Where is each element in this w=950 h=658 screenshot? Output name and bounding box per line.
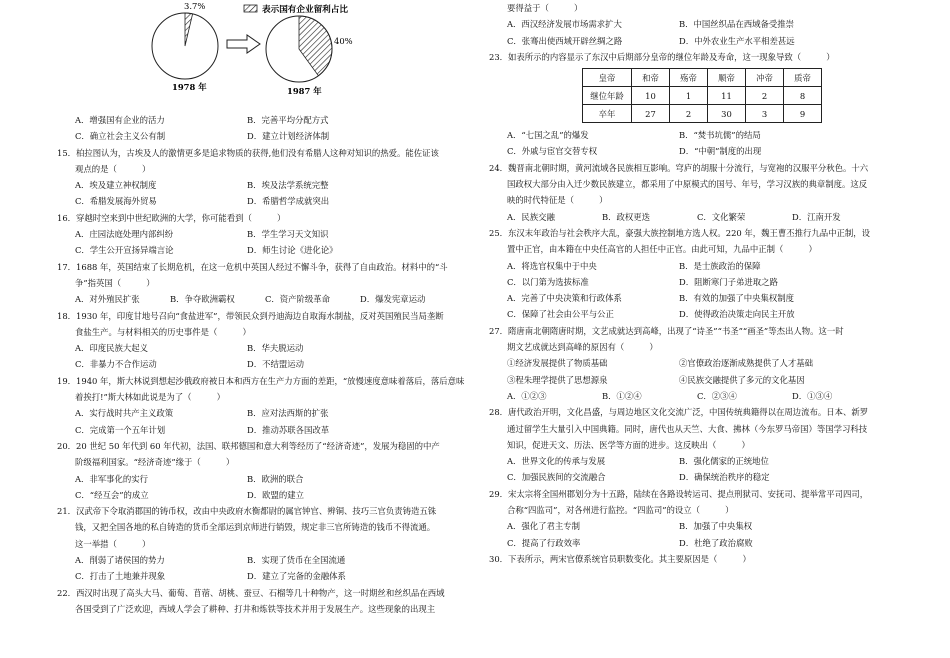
option-a: C．保障了社会由公平与公正 [507,309,614,320]
option-a: A．完善了中央决策和行政体系 [507,293,622,304]
option-a: A．西汉经济发展市场需求扩大 [507,19,622,30]
table-row [583,87,822,105]
table-cell: 2 [670,105,708,123]
option-b: D．欧盟的建立 [247,489,304,500]
question-line: 22．西汉时出现了高头大马、葡萄、苜蓿、胡桃、蚕豆、石榴等几十种物产，这一时期丝和丝织品在西域 [57,587,445,598]
option-row [489,290,914,306]
option-b: B．完善平均分配方式 [247,115,329,125]
question-line-continued: 钱，又把全国各地的私自铸造的货币全部运到京师进行销毁，规定非三官所铸造的钱币不得流通。 [75,522,436,533]
option-row [489,535,914,551]
pie-chart-svg [57,0,477,112]
option-row [489,372,914,388]
option-b: B．是士族政治的保障 [679,260,761,271]
question-line-continued: 合称“四监司”，对各州进行监控。“四监司”的设立（ ） [507,505,734,516]
question-line-continued: 食盐生产。与材料相关的历史事件是（ ） [75,326,251,337]
pie-label-1978-year: 1978 年 [172,82,207,92]
question-line: 21．汉武帝下令取消郡国的铸币权，改由中央政府水衡都尉的属官钟官、辨铜、技巧三官负责铸造五铢 [57,506,437,517]
question-line-continued: 争”指英国（ ） [75,277,155,288]
option-a: A．世界文化的传承与发展 [507,456,606,467]
question-line-continued: 映的时代特征是（ ） [507,195,608,206]
question-line: 28．唐代政治开明，文化昌盛，与周边地区文化交流广泛，中国传统典籍得以在周边流布。日本、新罗 [489,407,869,418]
option-a: C．提高了行政效率 [507,537,581,548]
option-row [489,209,914,225]
option-b: D．不结盟运动 [247,359,304,370]
option-b: B．加强了中央集权 [679,521,753,532]
table-row [583,69,822,87]
question-line: 16．穿越时空来到中世纪欧洲的大学，你可能看到（ ） [57,212,286,223]
option-row [57,128,477,144]
option-row [489,16,914,32]
option-row [489,306,914,322]
option-a: C．非暴力不合作运动 [75,359,157,370]
option-row [489,127,914,143]
option-a: A．民族交融 [507,211,555,222]
option-c: C．②③④ [697,390,737,401]
question-line: 20．20 世纪 50 年代到 60 年代初，法国、联邦德国和意大利等经历了“经济奇迹”，发展为稳固的中产 [57,440,440,451]
option-b: B．中国丝织品在西域备受推崇 [679,19,795,30]
option-a: C．以门第为选拔标准 [507,276,589,287]
right-column [489,0,914,567]
legend-text: 表示国有企业留利占比 [262,5,348,15]
option-a: A．庄园法庭处理内部纠纷 [75,229,174,240]
option-a: A．①②③ [507,390,547,401]
table-cell: 9 [784,105,822,123]
question-line-continued: 阶级福利国家。“经济奇迹”缘于（ ） [75,457,235,468]
option-b: B．“焚书坑儒”的结局 [679,130,761,141]
option-row [489,518,914,534]
option-a: C．“经互会”的成立 [75,489,149,500]
option-b: D．中外农业生产水平相差甚远 [679,35,795,46]
left-question-list [57,112,477,617]
question-line-continued: 着挨打!”斯大林如此说是为了（ ） [75,392,226,403]
table-cell: 冲帝 [746,69,784,87]
option-row [489,274,914,290]
option-b: D．使得政治决策走向民主开放 [679,309,795,320]
option-b: B．应对法西斯的扩张 [247,408,329,419]
option-row [57,405,477,421]
pie-chart-figure [57,0,477,112]
table-cell: 和帝 [632,69,670,87]
option-a: C．加强民族间的交流融合 [507,472,606,483]
option-a: ①经济发展提供了物质基础 [507,358,608,369]
option-row [489,388,914,404]
legend-swatch [244,5,257,12]
pie-label-1987-pct: 40% [334,36,353,46]
option-b: ②官僚政治逐渐成熟提供了人才基础 [679,358,813,369]
question-line-continued: 置中正官，由本籍在中央任高官的人担任中正官。由此可知，九品中正制（ ） [507,244,817,255]
question-line-continued: 通过留学生大量引入中国典籍。同时，唐代也从天竺、大食、拂林（今东罗马帝国）等国学习科技 [507,423,868,434]
option-d: D．江南开发 [792,211,841,222]
option-a: A．“七国之乱”的爆发 [507,130,589,141]
table-cell: 8 [784,87,822,105]
option-b: B．欧洲的联合 [247,473,304,484]
option-a: A．强化了君主专制 [507,521,581,532]
question-line: 23．如表所示的内容显示了东汉中后期部分皇帝的继位年龄及寿命，这一现象导致（ ） [489,51,835,62]
option-row [489,143,914,159]
option-row [57,356,477,372]
question-line-continued: 这一举措（ ） [75,538,151,549]
table-cell: 10 [632,87,670,105]
option-b: B．实现了货币在全国流通 [247,555,346,566]
option-b: D．希腊哲学成就突出 [247,196,330,207]
option-row [489,453,914,469]
option-row [57,112,477,128]
option-b: D．确保统治秩序的稳定 [679,472,770,483]
option-row [57,568,477,584]
option-a: A．对外殖民扩张 [75,294,140,305]
table-cell: 3 [746,105,784,123]
option-a: A．埃及建立神权制度 [75,180,157,191]
left-column [57,0,477,617]
question-line: 17．1688 年，英国结束了长期危机，在这一危机中英国人经过不懈斗争，获得了自由政治。材料中的“斗 [57,261,448,272]
option-row [489,33,914,49]
option-a: C．外戚与宦官交替专权 [507,146,598,157]
option-c: C．资产阶级革命 [265,294,331,305]
option-row [57,487,477,503]
option-row [489,469,914,485]
question-line: 30．下表所示，两宋官僚系统官员职数变化。其主要原因是（ ） [489,553,751,564]
arrow-icon [227,35,260,53]
question-line: 15．柏拉图认为，古埃及人的激情更多是追求物质的获得,他们没有希腊人这种对知识的热爱。能佐证该 [57,147,439,158]
option-b: D．建立了完备的金融体系 [247,571,346,582]
question-line: 29．宋太宗将全国州郡划分为十五路，陆续在各路设转运司、提点刑狱司、安抚司、提举常平司四司， [489,488,869,499]
right-question-list-bottom [489,127,914,567]
option-row [57,291,477,307]
question-line: 18．1930 年，印度甘地号召向“食盐进军”，带领民众到丹迪海边自取海水制盐，反对英国殖民当局垄断 [57,310,444,321]
question-line-continued: 期文艺成就达到高峰的原因有（ ） [507,342,658,353]
option-a: A．印度民族大起义 [75,343,149,354]
option-b: B．埃及法学系统完整 [247,180,329,191]
table-cell: 30 [708,105,746,123]
option-row [57,193,477,209]
emperor-table [582,68,822,123]
table-cell: 顺帝 [708,69,746,87]
option-b: B．争夺欧洲霸权 [170,294,235,305]
option-b: D．杜绝了政治腐败 [679,537,753,548]
question-line-continued: 知识，促进天文、历法、医学等方面的进步。这反映出（ ） [507,439,750,450]
option-a: C．希腊发展海外贸易 [75,196,157,207]
table-cell: 殇帝 [670,69,708,87]
question-line-continued: 观点的是（ ） [75,163,151,174]
option-b: D．“中朝”制度的出现 [679,146,762,157]
option-row [489,258,914,274]
option-a: A．增强国有企业的活力 [75,115,165,125]
table-cell: 1 [670,87,708,105]
option-b: D．推动苏联各国改革 [247,424,330,435]
option-row [57,226,477,242]
option-b: B．有效的加强了中央集权制度 [679,293,795,304]
question-line-continued: 国政权大部分由入迁少数民族建立，都采用了中原模式的国号、年号，学习汉族的典章制度。这反 [507,179,868,190]
option-a: C．完成第一个五年计划 [75,424,166,435]
question-line: 19．1940 年，斯大林说到想起沙俄政府被日本和西方在生产力方面的差距，“放慢速度意味着落后，落后意味 [57,375,465,386]
question-line-continued: 各国受到了广泛欢迎，西域人学会了耕种、打井和炼铁等技术并用于发展生产。这些现象的出现主 [75,603,436,614]
option-row [57,552,477,568]
question-line: 24．魏晋南北朝时期，黄河流域各民族相互影响。穹庐的胡服十分流行，与宽袍的汉服平分秋色。十六 [489,162,869,173]
option-row [57,471,477,487]
option-a: A．非军事化的实行 [75,473,149,484]
option-a: C．张骞出使西域开辟丝绸之路 [507,35,623,46]
pie-label-1987-year: 1987 年 [287,86,322,96]
option-b: D．阻断寒门子弟进取之路 [679,276,778,287]
table-cell: 继位年龄 [583,87,632,105]
option-b: B．学生学习天文知识 [247,229,329,240]
table-cell: 27 [632,105,670,123]
option-a: C．打击了土地兼并现象 [75,571,166,582]
table-row [583,105,822,123]
table-cell: 2 [746,87,784,105]
option-a: C．确立社会主义公有制 [75,131,166,142]
table-cell: 皇帝 [583,69,632,87]
table-cell: 11 [708,87,746,105]
option-row [57,177,477,193]
option-a: A．实行战时共产主义政策 [75,408,174,419]
table-cell: 卒年 [583,105,632,123]
option-b: B．①②④ [602,390,642,401]
option-row [57,422,477,438]
option-b: B．华夫脱运动 [247,343,304,354]
right-question-list-top [489,0,914,65]
option-b: ④民族交融提供了多元的文化基因 [679,374,805,385]
option-d: D．爆发宪章运动 [360,294,426,305]
option-row [57,340,477,356]
option-d: D．①③④ [792,390,833,401]
option-c: C．文化繁荣 [697,211,746,222]
option-a: C．学生公开宣扬异端言论 [75,245,174,256]
option-b: B．强化儒家的正统地位 [679,456,769,467]
option-a: A．削弱了诸侯国的势力 [75,555,165,566]
question-line-continued: 要得益于（ ） [507,3,583,13]
option-row [57,242,477,258]
option-a: A．将选官权集中于中央 [507,260,597,271]
option-row [489,355,914,371]
question-line: 25．东汉末年政治与社会秩序大乱，豪强大族控制地方选人权。220 年，魏王曹丕推行九品中正制，设 [489,227,871,238]
option-b: B．政权更迭 [602,211,651,222]
pie-label-1978-pct: 3.7% [184,1,206,11]
table-cell: 质帝 [784,69,822,87]
option-b: D．师生讨论《进化论》 [247,245,338,256]
option-a: ③程朱理学提供了思想源泉 [507,374,608,385]
question-line: 27．隋唐南北朝隋唐时期，文艺成就达到高峰，出现了“诗圣”“书圣”“画圣”等杰出人物。这一时 [489,325,844,336]
option-b: D．建立计划经济体制 [247,131,330,142]
